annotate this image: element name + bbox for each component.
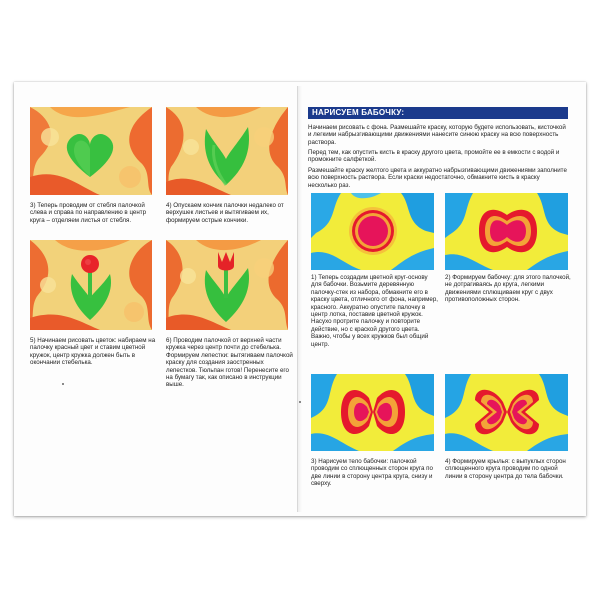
butterfly-step-3-caption bbox=[311, 458, 439, 488]
step-number: 5) bbox=[30, 337, 36, 344]
butterfly-step-4-photo bbox=[445, 374, 568, 451]
step-text: Проводим палочкой от верхней части кружка через центр почти до стебелька. Формируем лепестки: вытягиваем палочкой краску для создания заостренных лепестков. Тюльпан готов! Перенесите его на бумагу так, как описано в инструкции выше. bbox=[166, 337, 293, 389]
butterfly-step-1-photo bbox=[311, 193, 434, 270]
tulip-step-4-photo bbox=[166, 107, 288, 195]
step-text: Формируем крылья: с выпуклых сторон сплющенного круга проводим по одной линии в сторону центра до тела бабочки. bbox=[445, 458, 566, 480]
decorative-dot bbox=[62, 383, 64, 385]
step-text: Начинаем рисовать цветок: набираем на палочку красный цвет и ставим цветной кружок, центр кружка должен быть в окончании стебелька. bbox=[30, 337, 156, 367]
butterfly-step-2-photo bbox=[445, 193, 568, 270]
step-number: 2) bbox=[445, 274, 451, 281]
decorative-dot bbox=[299, 401, 301, 403]
tulip-step-6-caption bbox=[166, 337, 294, 389]
intro-paragraph-1: Начинаем рисовать с фона. Размешайте краску, которую будете использовать, кисточкой и легкими набрызгивающими движениями нанесите синюю краску на всю поверхность раствора. bbox=[308, 124, 566, 146]
intro-paragraph-3: Размешайте краску желтого цвета и аккуратно набрызгивающими движениями заполните всю поверхность раствора. Если краски недостаточно, обмакните кисть в краску несколько раз. bbox=[308, 167, 567, 189]
step-number: 3) bbox=[311, 458, 317, 465]
butterfly-step-1-caption bbox=[311, 274, 439, 348]
step-text: Теперь создадим цветной круг-основу для бабочки. Возьмите деревянную палочку-стек из набора, обмакните его в краску цвета, отличного от фона, например, красного. Аккуратно опустите палочку в центр лотка, поставив цветной кружок. Насухо протрите палочку и повторите действие, но с краской другого цвета. Важно, чтобы у всех кружков был общий центр. bbox=[311, 274, 438, 348]
butterfly-step-2-caption bbox=[445, 274, 573, 304]
tulip-step-3-caption bbox=[30, 202, 158, 224]
step-number: 6) bbox=[166, 337, 172, 344]
step-number: 3) bbox=[30, 202, 36, 209]
tulip-step-5-caption bbox=[30, 337, 158, 367]
step-text: Нарисуем тело бабочки: палочкой проводим со сплющенных сторон круга по две линии в сторону центра круга, снизу и сверху. bbox=[311, 458, 433, 488]
butterfly-step-4-caption bbox=[445, 458, 573, 480]
tulip-step-5-photo bbox=[30, 240, 152, 330]
butterfly-step-3-photo bbox=[311, 374, 434, 451]
step-text: Опускаем кончик палочки недалеко от верхушек листьев и вытягиваем их, формируем острые кончики. bbox=[166, 202, 284, 224]
step-number: 4) bbox=[445, 458, 451, 465]
section-title: НАРИСУЕМ БАБОЧКУ: bbox=[308, 107, 568, 119]
tulip-step-4-caption bbox=[166, 202, 294, 224]
step-text: Формируем бабочку: для этого палочкой, не дотрагиваясь до круга, легкими движениями сплющиваем круг с двух противоположных сторон. bbox=[445, 274, 571, 304]
tulip-step-6-photo bbox=[166, 240, 288, 330]
intro-paragraph-2: Перед тем, как опустить кисть в краску другого цвета, промойте ее в емкости с водой и промокните салфеткой. bbox=[308, 149, 560, 164]
step-number: 4) bbox=[166, 202, 172, 209]
tulip-step-3-photo bbox=[30, 107, 152, 195]
step-number: 1) bbox=[311, 274, 317, 281]
step-text: Теперь проводим от стебля палочкой слева и справа по направлению в центр круга – отделяем листья от стебля. bbox=[30, 202, 147, 224]
